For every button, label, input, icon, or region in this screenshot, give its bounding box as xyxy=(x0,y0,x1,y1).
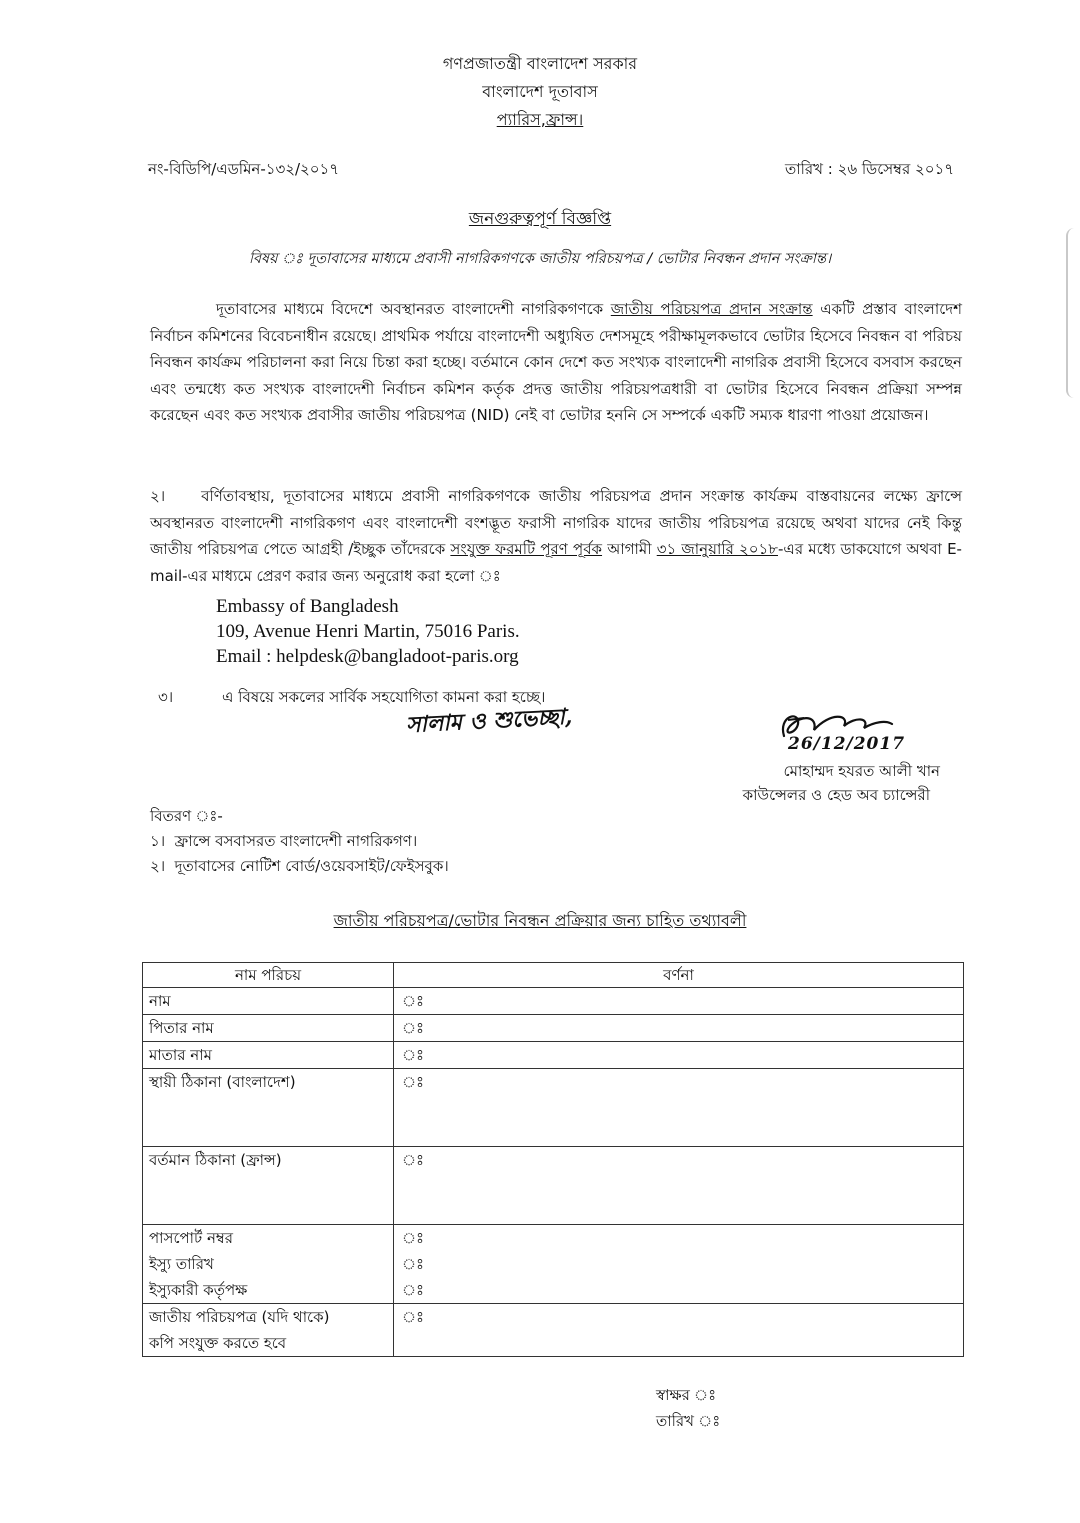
distribution-item-text: দূতাবাসের নোটিশ বোর্ড/ওয়েবসাইট/ফেইসবুক। xyxy=(174,857,449,875)
signature-date: 26/12/2017 xyxy=(788,734,906,754)
table-row xyxy=(143,1069,964,1147)
address-line-3: Email : helpdesk@bangladoot-paris.org xyxy=(216,646,519,667)
signature-label: স্বাক্ষর ঃ xyxy=(656,1386,717,1404)
field-value[interactable]: ঃ xyxy=(402,1229,425,1247)
field-value[interactable]: ঃ xyxy=(394,1147,964,1225)
field-label-group xyxy=(143,1225,394,1304)
table-row xyxy=(143,1147,964,1225)
table-row xyxy=(143,988,964,1015)
distribution-item-text: ফ্রান্সে বসবাসরত বাংলাদেশী নাগরিকগণ। xyxy=(174,832,418,850)
table-row xyxy=(143,1225,964,1304)
field-label: ইস্যুকারী কর্তৃপক্ষ xyxy=(149,1281,248,1299)
column-header-field: নাম পরিচয় xyxy=(143,963,394,988)
address-line-1: Embassy of Bangladesh xyxy=(216,596,399,617)
paragraph-2-number: ২। xyxy=(150,487,166,505)
table-row xyxy=(143,1015,964,1042)
table-row xyxy=(143,1304,964,1357)
letterhead-embassy: বাংলাদেশ দূতাবাস xyxy=(482,82,598,101)
paragraph-3-text: এ বিষয়ে সকলের সার্বিক সহযোগিতা কামনা করা হচ্ছে। xyxy=(222,688,546,706)
field-value[interactable]: ঃ xyxy=(394,1304,964,1357)
field-label: জাতীয় পরিচয়পত্র (যদি থাকে) xyxy=(149,1308,330,1326)
paragraph-2-rest: -এর মধ্যে ডাকযোগে অথবা E-mail-এর মাধ্যমে প্রেরণ করার জন্য অনুরোধ করা হলো ঃ xyxy=(150,540,962,585)
date-label: তারিখ ঃ xyxy=(656,1412,721,1430)
paragraph-3-number: ৩। xyxy=(158,688,174,706)
form-title: জাতীয় পরিচয়পত্র/ভোটার নিবন্ধন প্রক্রিয়ার জন্য চাহিত তথ্যাবলী xyxy=(333,911,747,930)
signatory-name: মোহাম্মদ হযরত আলী খান xyxy=(783,762,940,780)
field-label: মাতার নাম xyxy=(143,1042,394,1069)
field-value[interactable]: ঃ xyxy=(394,1042,964,1069)
column-header-description: বর্ণনা xyxy=(394,963,964,988)
field-label-group xyxy=(143,1304,394,1357)
field-value[interactable]: ঃ xyxy=(402,1255,425,1273)
info-form-table xyxy=(142,962,964,1357)
scan-edge xyxy=(1066,228,1080,398)
handwritten-greeting: সালাম ও শুভেচ্ছা, xyxy=(405,703,573,739)
field-value[interactable]: ঃ xyxy=(394,988,964,1015)
table-header-row xyxy=(143,963,964,988)
field-value-group xyxy=(394,1225,964,1304)
paragraph-1-lead: দূতাবাসের মাধ্যমে বিদেশে অবস্থানরত বাংলাদেশী নাগরিকগণকে xyxy=(216,300,611,318)
field-label: ইস্যু তারিখ xyxy=(149,1255,214,1273)
field-label: পাসপোর্ট নম্বর xyxy=(149,1229,233,1247)
distribution-heading: বিতরণ ঃ- xyxy=(150,807,223,825)
notice-date: তারিখ : ২৬ ডিসেম্বর ২০১৭ xyxy=(785,160,954,178)
distribution-list xyxy=(150,804,449,879)
paragraph-1-underlined: জাতীয় পরিচয়পত্র প্রদান সংক্রান্ত xyxy=(610,300,813,318)
paragraph-1 xyxy=(150,296,962,429)
distribution-item-number: ২। xyxy=(150,857,166,875)
field-label: স্থায়ী ঠিকানা (বাংলাদেশ) xyxy=(143,1069,394,1147)
notice-subject: বিষয় ঃ দূতাবাসের মাধ্যমে প্রবাসী নাগরিকগণকে জাতীয় পরিচয়পত্র / ভোটার নিবন্ধন প্রদান সংক্রান্ত। xyxy=(248,251,832,267)
distribution-item-number: ১। xyxy=(150,832,166,850)
field-label: কপি সংযুক্ত করতে হবে xyxy=(149,1334,287,1352)
notice-title: জনগুরুত্বপূর্ণ বিজ্ঞপ্তি xyxy=(468,209,612,229)
distribution-item xyxy=(150,829,449,854)
letterhead-govt: গণপ্রজাতন্ত্রী বাংলাদেশ সরকার xyxy=(442,54,638,73)
field-value[interactable]: ঃ xyxy=(394,1015,964,1042)
signatory-designation: কাউন্সেলর ও হেড অব চ্যান্সেরী xyxy=(742,786,930,804)
field-label: বর্তমান ঠিকানা (ফ্রান্স) xyxy=(143,1147,394,1225)
letterhead-city: প্যারিস,ফ্রান্স। xyxy=(496,110,584,129)
embassy-address xyxy=(216,594,520,669)
table-row xyxy=(143,1042,964,1069)
paragraph-2-lead: বর্ণিতাবস্থায়, দূতাবাসের মাধ্যমে প্রবাসী নাগরিকগণকে জাতীয় পরিচয়পত্র প্রদান সংক্রান্ত কার্যক্রম বাস্তবায়নের লক্ষ্যে ফ্রান্সে অবস্থানরত বাংলাদেশী নাগরিকগণ এবং বাংলাদেশী বংশদ্ভূত ফরাসী নাগরিক যাদের জাতীয় পরিচয়পত্র রয়েছে অথবা যাদের নেই কিন্তু জাতীয় পরিচয়পত্র পেতে আগ্রহী /ইচ্ছুক তাঁদেরকে xyxy=(150,487,962,559)
paragraph-1-rest: একটি প্রস্তাব বাংলাদেশ নির্বাচন কমিশনের বিবেচনাধীন রয়েছে। প্রাথমিক পর্যায়ে বাংলাদেশী অধ্যুষিত দেশসমূহে পরীক্ষামূলকভাবে ভোটার হিসেবে নিবন্ধন বা পরিচয় নিবন্ধন কার্যক্রম পরিচালনা করা নিয়ে চিন্তা করা হচ্ছে। বর্তমানে কোন দেশে কত সংখ্যক বাংলাদেশী নাগরিক প্রবাসী হিসেবে বসবাস করছেন এবং তন্মধ্যে কত সংখ্যক বাংলাদেশী নির্বাচন কমিশন কর্তৃক প্রদত্ত জাতীয় পরিচয়পত্রধারী বা ভোটার হিসেবে নিবন্ধন প্রক্রিয়া সম্পন্ন করেছেন এবং কত সংখ্যক প্রবাসীর জাতীয় পরিচয়পত্র (NID) নেই বা ভোটার হননি সে সম্পর্কে একটি সম্যক ধারণা পাওয়া প্রয়োজন। xyxy=(150,300,962,425)
paragraph-2-underlined-form: সংযুক্ত ফরমটি পূরণ পূর্বক xyxy=(450,540,603,559)
field-label: নাম xyxy=(143,988,394,1015)
field-label: পিতার নাম xyxy=(143,1015,394,1042)
reference-number: নং-বিডিপি/এডমিন-১৩২/২০১৭ xyxy=(148,160,340,178)
field-value[interactable]: ঃ xyxy=(402,1281,425,1299)
paragraph-2-mid: আগামী xyxy=(602,540,657,559)
field-value[interactable]: ঃ xyxy=(394,1069,964,1147)
address-line-2: 109, Avenue Henri Martin, 75016 Paris. xyxy=(216,621,520,642)
paragraph-2 xyxy=(150,483,962,589)
distribution-item xyxy=(150,854,449,879)
letterhead xyxy=(0,50,1080,134)
paragraph-2-deadline: ৩১ জানুয়ারি ২০১৮ xyxy=(656,540,778,559)
